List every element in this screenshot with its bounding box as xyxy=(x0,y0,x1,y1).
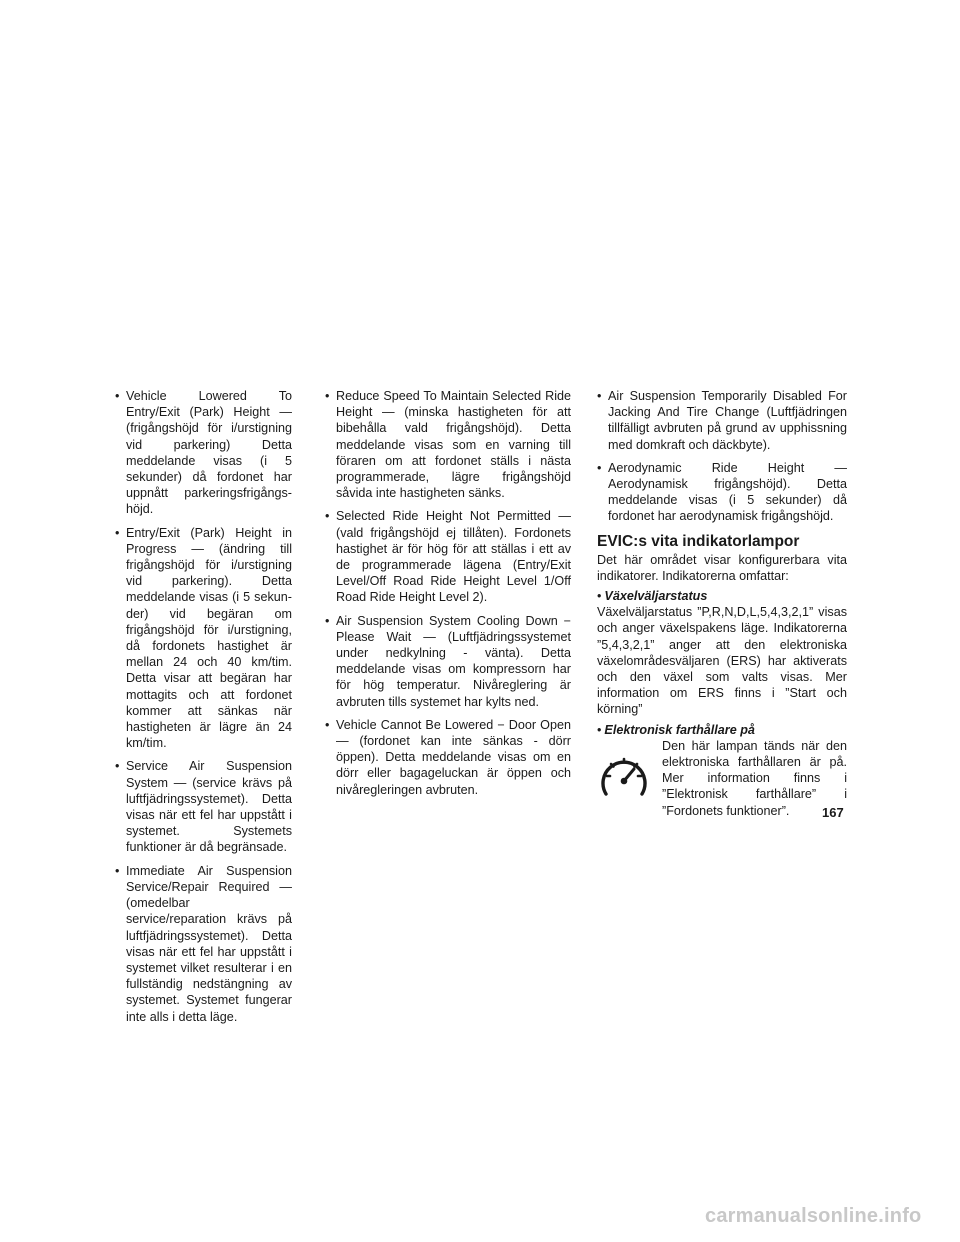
bullet-marker: • xyxy=(597,389,602,403)
list-item-text: Immediate Air Suspension Service/Repair Required — (omedelbar service/reparation krävs på luftfjädringssystemet). Detta visas när ett fel har uppstått i systemet vilket resulterar i en fullständig nedstängning av systemet. Systemet fungerar inte alls i detta läge. xyxy=(126,863,292,1024)
bullet-marker: • xyxy=(115,525,120,540)
bullet-marker: • xyxy=(325,509,330,524)
bullet-marker: • xyxy=(115,389,120,403)
cruise-control-description: Den här lampan tänds när den elektroniska farthållaren är på. Mer information finns i ”Elektronisk farthållare” i ”Fordonets funktioner”. xyxy=(662,738,847,818)
bullet-marker: • xyxy=(325,717,330,732)
middle-column xyxy=(325,388,571,805)
list-item xyxy=(597,388,847,453)
list-item-text: Air Suspension System Cooling Down − Please Wait — (Luftfjädringssystemet under nedkylning - vänta). Detta meddelande visas om kompressorn har för hög temperatur. Nivåreglering är avbruten tills systemet har kylts ned. xyxy=(336,613,571,709)
watermark: carmanualsonline.info xyxy=(705,1205,922,1227)
bullet-marker: • xyxy=(325,613,330,628)
section-intro: Det här området visar konfigurerbara vita indikatorer. Indikatorerna omfattar: xyxy=(597,552,847,583)
left-column xyxy=(115,388,292,1032)
list-item xyxy=(325,717,571,798)
subheading-cruise-control xyxy=(597,722,847,738)
list-item-text: Reduce Speed To Maintain Selected Ride Height — (minska hastigheten för att bibehålla vald frigångshöjd). Detta meddelande visas som en varning till föraren om att fordonet ställs i nästa programmerade, lägre frigångshöjd såvida inte hastigheten sänks. xyxy=(336,389,571,501)
page-number: 167 xyxy=(822,805,844,820)
section-heading: EVIC:s vita indikatorlampor xyxy=(597,532,800,550)
bullet-marker: • xyxy=(115,759,120,774)
gear-status-description: Växelväljarstatus ”P,R,N,D,L,5,4,3,2,1” visas och anger växelspakens läge. Indikatorerna ”5,4,3,2,1” anger att den elektroniska växelområdesväljaren (ERS) har aktiverats och den växel som valts visas. Mer information om ERS finns i ”Start och körning” xyxy=(597,605,847,717)
subheading-gear-status xyxy=(597,588,847,604)
bullet-marker: • xyxy=(597,460,602,475)
subheading-text: Elektronisk farthållare på xyxy=(604,722,755,737)
list-item xyxy=(115,863,292,1025)
list-item xyxy=(115,525,292,752)
list-item-text: Air Suspension Temporarily Disabled For Jacking And Tire Change (Luftfjädringen tillfälligt avbruten på grund av upphissning med domkraft och däckbyte). xyxy=(608,389,847,452)
list-item xyxy=(325,508,571,605)
list-item-text: Vehicle Lowered To Entry/Exit (Park) Height — (frigångshöjd för i/urstigning vid parkering) Detta meddelande visas (i 5 sekunder) då fordonet har uppnått parkeringsfrigångshöjd. xyxy=(126,389,292,517)
subheading-text: Växelväljarstatus xyxy=(604,589,708,604)
bullet-marker: • xyxy=(597,722,602,737)
list-item xyxy=(115,758,292,855)
list-item xyxy=(325,613,571,710)
list-item-text: Service Air Suspension System — (service krävs på luftfjädringssystemet). Detta visas när ett fel har uppstått i systemet. Systemets funktioner är då begränsade. xyxy=(126,759,292,855)
list-item-text: Vehicle Cannot Be Lowered − Door Open — (fordonet kan inte sänkas - dörr öppen). Detta meddelande visas om en dörr eller bagageluckan är öppen och nivåregleringen avbruten. xyxy=(336,717,571,797)
bullet-marker: • xyxy=(325,389,330,403)
bullet-marker: • xyxy=(597,589,602,604)
list-item-text: Aerodynamic Ride Height — Aerodynamisk frigångshöjd). Detta meddelande visas (i 5 sekunder) då fordonet har aerodynamisk frigångshöjd. xyxy=(608,460,847,524)
list-item-text: Entry/Exit (Park) Height in Progress — (ändring till frigångshöjd för i/urstigning vid parkering). Detta meddelande visas (i 5 sekunder) vid begäran om frigångshöjd för i/urstigning, då fordonets hastighet är mellan 24 och 40 km/tim. Detta visar att begäran har mottagits och att fordonet kommer att sänkas när hastigheten är lägre än 24 km/tim. xyxy=(126,525,292,751)
bullet-marker: • xyxy=(115,863,120,878)
list-item xyxy=(597,460,847,525)
cruise-control-speedometer-icon xyxy=(599,754,649,798)
list-item xyxy=(115,388,292,518)
list-item-text: Selected Ride Height Not Permitted — (vald frigångshöjd ej tillåten). Fordonets hastighet är för hög för att ställas i ett av de programmerade lägena (Entry/Exit Level/Off Road Ride Height Level 1/Off Road Ride Height Level 2). xyxy=(336,509,571,605)
list-item xyxy=(325,388,571,501)
